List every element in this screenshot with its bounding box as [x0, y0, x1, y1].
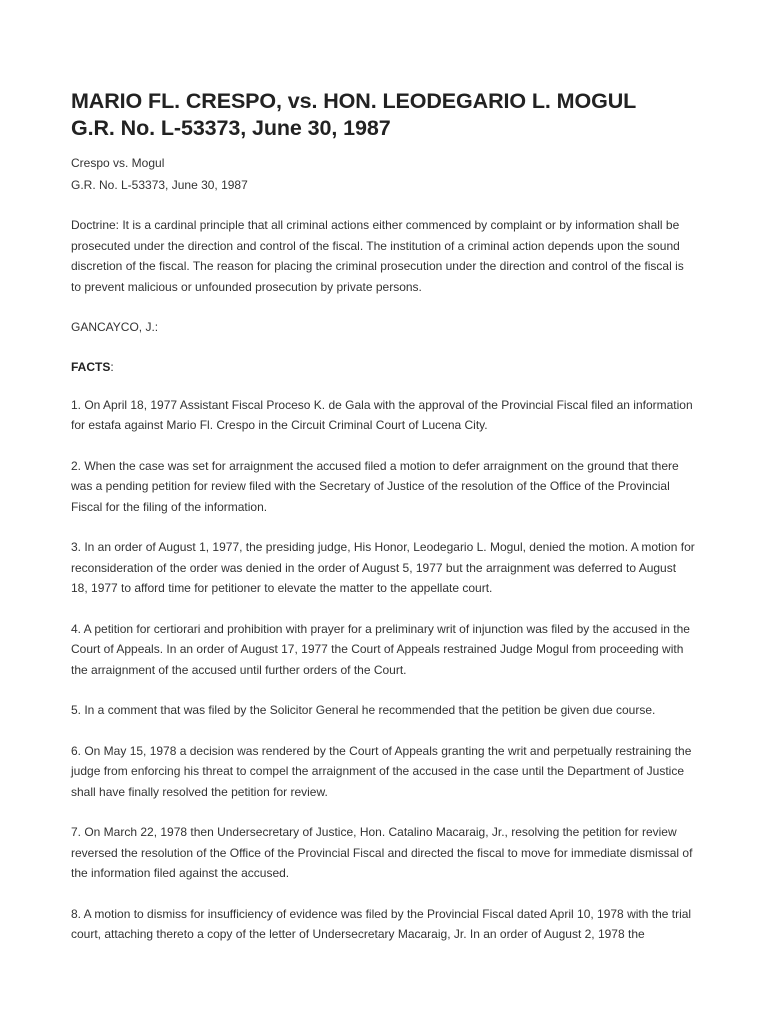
case-name: Crespo vs. Mogul: [71, 156, 165, 170]
case-gr-number: G.R. No. L-53373, June 30, 1987: [71, 178, 248, 192]
fact-item-8: 8. A motion to dismiss for insufficiency of evidence was filed by the Provincial Fiscal dated April 10, 1978 with the trial court, attaching thereto a copy of the letter of Undersecretary Macaraig, Jr. In an order of August 2, 1978 the: [71, 906, 692, 941]
fact-item-5: 5. In a comment that was filed by the Solicitor General he recommended that the petition be given due course.: [71, 703, 656, 717]
case-meta: [71, 152, 695, 196]
fact-item-7: 7. On March 22, 1978 then Undersecretary of Justice, Hon. Catalino Macaraig, Jr., resolving the petition for review reversed the resolution of the Office of the Provincial Fiscal and directed the fiscal to move for immediate dismissal of the information filed against the accused.: [71, 825, 693, 880]
fact-item-4: 4. A petition for certiorari and prohibition with prayer for a preliminary writ of injunction was filed by the accused in the Court of Appeals. In an order of August 17, 1977 the Court of Appeals restrained Judge Mogul from proceeding with the arraignment of the accused until further orders of the Court.: [71, 621, 690, 677]
facts-heading-colon: :: [110, 359, 114, 374]
ponente: GANCAYCO, J.:: [71, 320, 159, 334]
fact-item-6: 6. On May 15, 1978 a decision was rendered by the Court of Appeals granting the writ and perpetually restraining the judge from enforcing his threat to compel the arraignment of the accused in the case until the Department of Justice shall have finally resolved the petition for review.: [71, 743, 692, 799]
title-line-2: G.R. No. L-53373, June 30, 1987: [71, 116, 391, 140]
fact-item-2: 2. When the case was set for arraignment the accused filed a motion to defer arraignment on the ground that there was a pending petition for review filed with the Secretary of Justice of the resolution of the Office of the Provincial Fiscal for the filing of the information.: [71, 458, 679, 514]
title-line-1: MARIO FL. CRESPO, vs. HON. LEODEGARIO L. MOGUL: [71, 89, 637, 113]
document-title: [71, 88, 695, 142]
document-page: [71, 88, 695, 945]
fact-item-1: 1. On April 18, 1977 Assistant Fiscal Proceso K. de Gala with the approval of the Provincial Fiscal filed an information for estafa against Mario Fl. Crespo in the Circuit Criminal Court of Lucena City.: [71, 397, 693, 432]
fact-item-3: 3. In an order of August 1, 1977, the presiding judge, His Honor, Leodegario L. Mogul, denied the motion. A motion for reconsideration of the order was denied in the order of August 5, 1977 but the arraignment was deferred to August 18, 1977 to afford time for petitioner to elevate the matter to the appellate court.: [71, 540, 695, 595]
facts-heading-label: FACTS: [71, 359, 111, 374]
doctrine-paragraph: Doctrine: It is a cardinal principle that all criminal actions either commenced by complaint or by information shall be prosecuted under the direction and control of the fiscal. The institution of a criminal action depends upon the sound discretion of the fiscal. The reason for placing the criminal prosecution under the direction and control of the fiscal is to prevent malicious or unfounded prosecution by private persons.: [71, 218, 684, 294]
facts-heading: [71, 357, 695, 377]
